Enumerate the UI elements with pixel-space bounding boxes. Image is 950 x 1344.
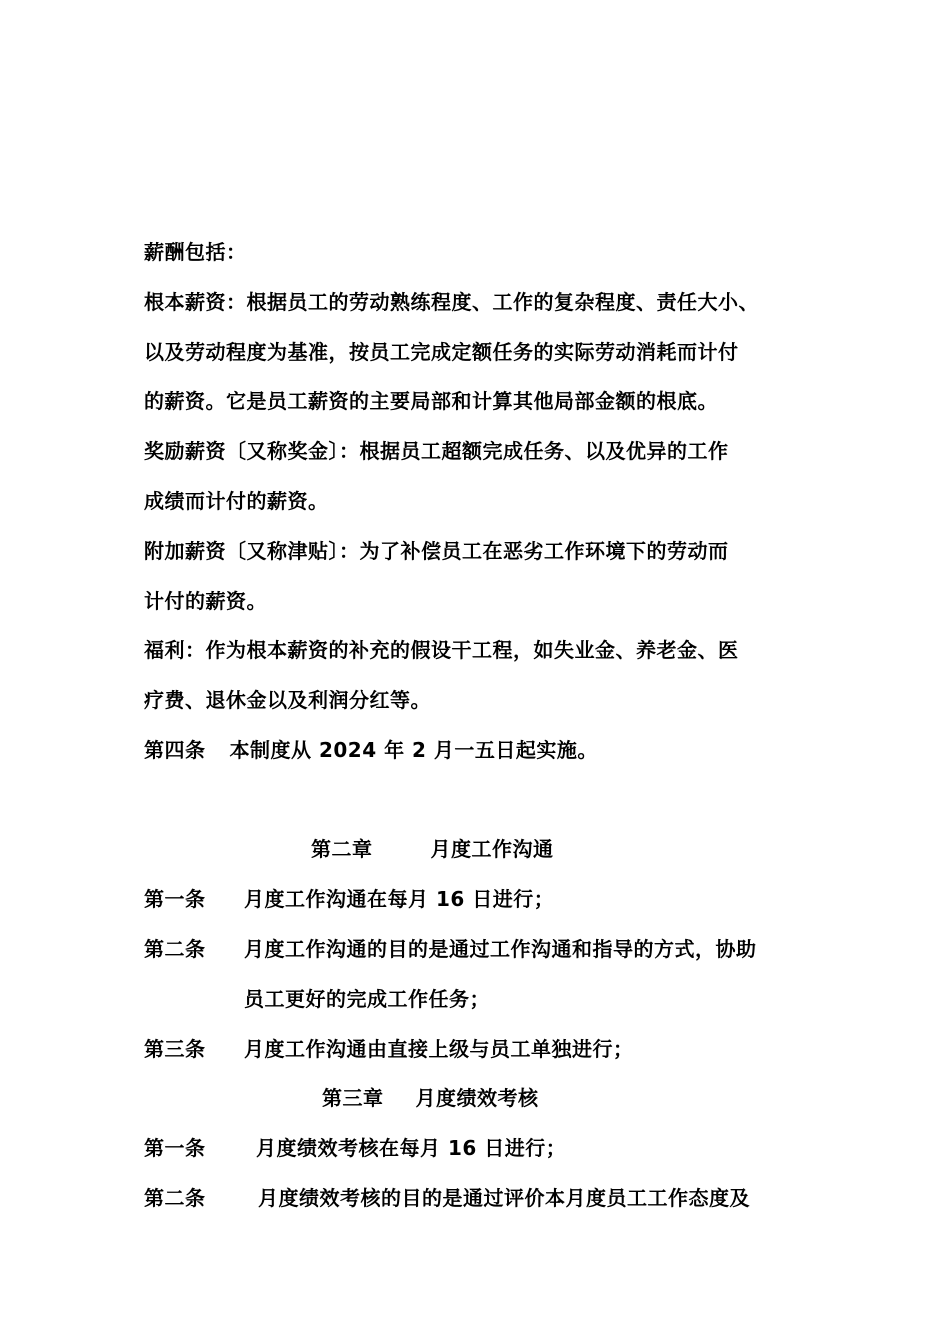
chapter-3-article-1-label: 第一条 xyxy=(144,1136,206,1160)
chapter-2-number: 第二章 xyxy=(311,837,373,861)
chapter-2-heading xyxy=(311,837,554,861)
chapter-3-heading xyxy=(322,1086,539,1110)
chapter-3-article-2-text: 月度绩效考核的目的是通过评价本月度员工工作态度及 xyxy=(258,1186,750,1210)
allowance-salary-line-1: 附加薪资〔又称津贴〕：为了补偿员工在恶劣工作环境下的劳动而 xyxy=(144,539,729,563)
allowance-salary-line-2: 计付的薪资。 xyxy=(144,589,267,613)
chapter-3-article-2-label: 第二条 xyxy=(144,1186,206,1210)
article-4-label: 第四条 xyxy=(144,738,206,762)
chapter-2-article-2-text-1: 月度工作沟通的目的是通过工作沟通和指导的方式，协助 xyxy=(244,937,757,961)
chapter-2-article-2-label: 第二条 xyxy=(144,937,206,961)
bonus-salary-line-2: 成绩而计付的薪资。 xyxy=(144,489,329,513)
chapter-2-article-1-label: 第一条 xyxy=(144,887,206,911)
chapter-2-article-3-label: 第三条 xyxy=(144,1037,206,1061)
bonus-salary-line-1: 奖励薪资〔又称奖金〕：根据员工超额完成任务、以及优异的工作 xyxy=(144,439,729,463)
base-salary-line-2: 以及劳动程度为基准，按员工完成定额任务的实际劳动消耗而计付 xyxy=(144,340,739,364)
chapter-3-number: 第三章 xyxy=(322,1086,384,1110)
welfare-line-2: 疗费、退休金以及利润分红等。 xyxy=(144,688,431,712)
chapter-2-article-2-text-2: 员工更好的完成工作任务； xyxy=(244,987,490,1011)
chapter-2-article-3-text: 月度工作沟通由直接上级与员工单独进行； xyxy=(244,1037,634,1061)
article-4-text: 本制度从 2024 年 2 月一五日起实施。 xyxy=(229,738,598,762)
chapter-3-title: 月度绩效考核 xyxy=(415,1086,539,1110)
base-salary-line-1: 根本薪资：根据员工的劳动熟练程度、工作的复杂程度、责任大小、 xyxy=(144,290,759,314)
welfare-line-1: 福利：作为根本薪资的补充的假设干工程，如失业金、养老金、医 xyxy=(144,638,739,662)
salary-intro: 薪酬包括： xyxy=(144,240,247,264)
article-4 xyxy=(144,738,598,762)
base-salary-line-3: 的薪资。它是员工薪资的主要局部和计算其他局部金额的根底。 xyxy=(144,389,718,413)
chapter-2-article-1-text: 月度工作沟通在每月 16 日进行； xyxy=(244,887,555,911)
chapter-3-article-1-text: 月度绩效考核在每月 16 日进行； xyxy=(256,1136,567,1160)
chapter-2-title: 月度工作沟通 xyxy=(430,837,554,861)
